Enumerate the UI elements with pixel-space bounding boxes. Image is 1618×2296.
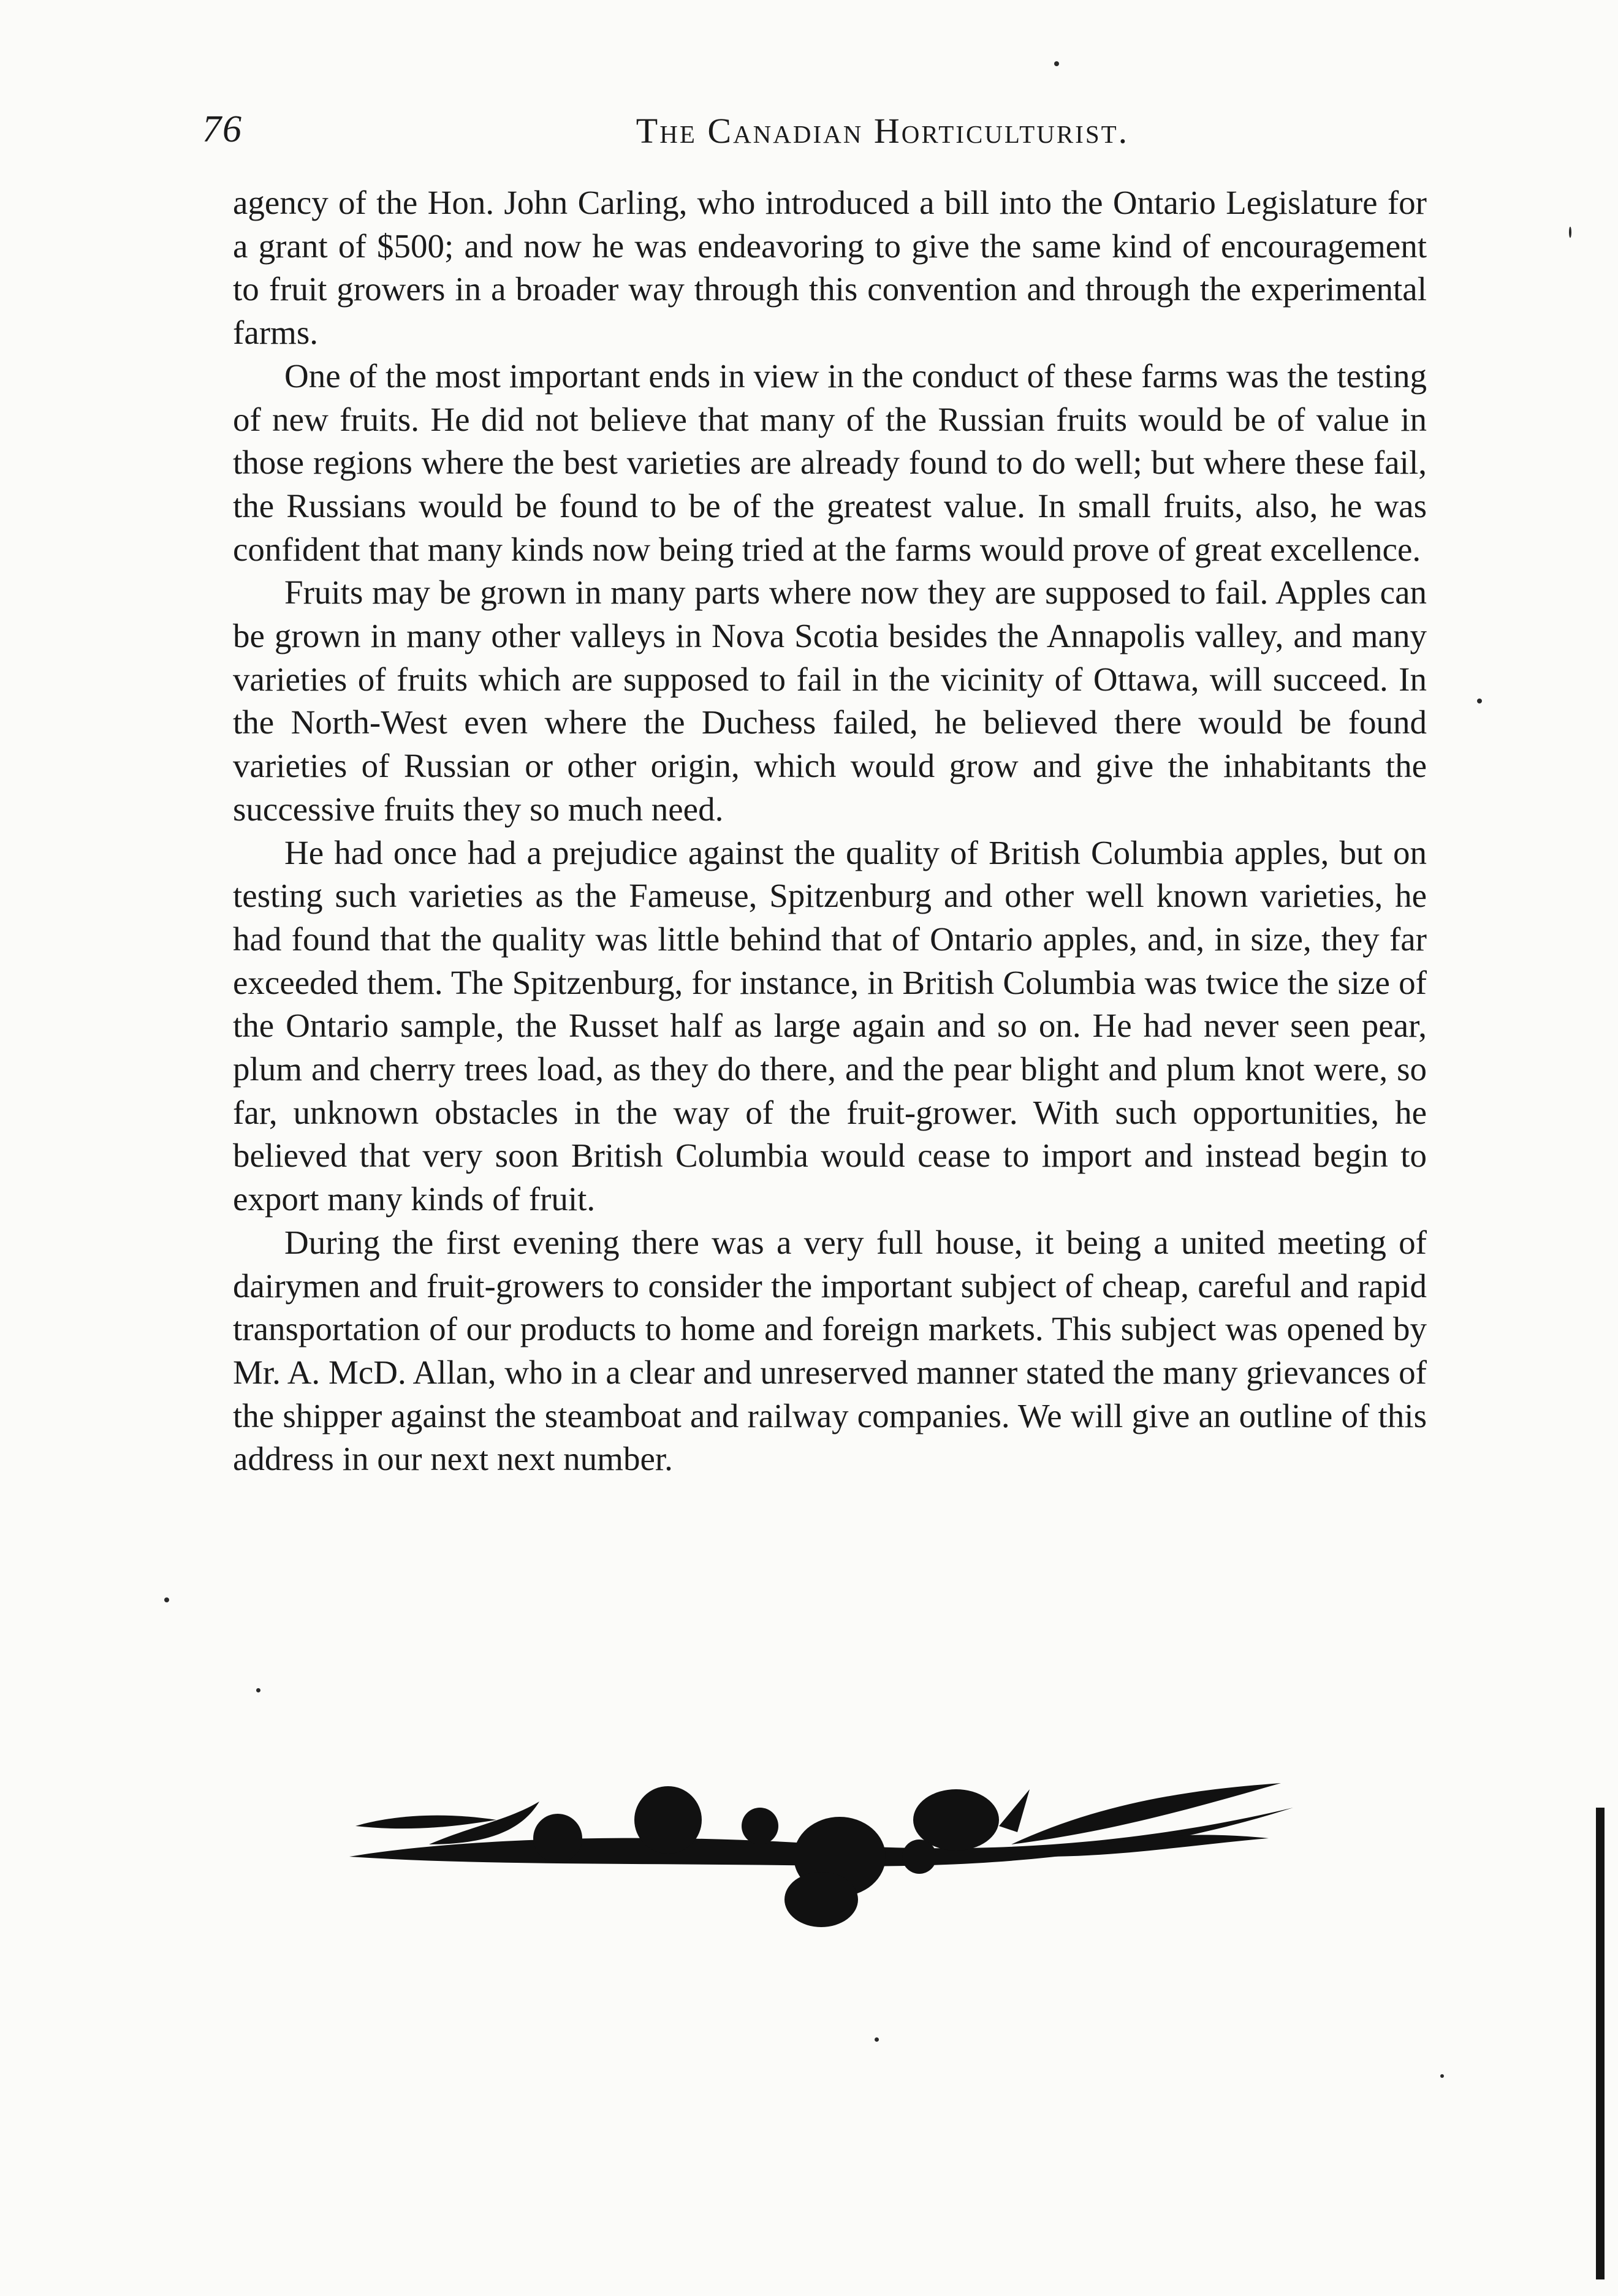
speck [1054, 61, 1059, 66]
speck [256, 1688, 260, 1692]
running-title: The Canadian Horticulturist. [636, 111, 1130, 151]
speck [1569, 227, 1571, 238]
article-body [233, 181, 1427, 1481]
paragraph-3: Fruits may be grown in many parts where now they are supposed to fail. Apples can be grown in many other valleys in Nova Scotia besides the Annapolis valley, and many varieties of fruits which are supposed to fail in the vicinity of Ottawa, will succeed. In the North-West even where the Duchess failed, he believed there would be found varieties of Russian or other origin, which would grow and give the inhabitants the successive fruits they so much need. [233, 574, 1427, 828]
speck [875, 2037, 879, 2042]
paragraph-2: One of the most important ends in view in the conduct of these farms was the testing of new fruits. He did not believe that many of the Russian fruits would be of value in those regions where the best varieties are already found to do well; but where these fail, the Russians would be found to be of the greatest value. In small fruits, also, he was confident that many kinds now being tried at the farms would prove of great excellence. [233, 357, 1427, 568]
paragraph-4: He had once had a prejudice against the quality of British Columbia apples, but on testing such varieties as the Fameuse, Spitzenburg and other well known varieties, he had found that the quality was little behind that of Ontario apples, and, in size, they far exceeded them. The Spitzenburg, for instance, in British Columbia was twice the size of the Ontario sample, the Russet half as large again and so on. He had never seen pear, plum and cherry trees load, as they do there, and the pear blight and plum knot were, so far, unknown obstacles in the way of the fruit-grower. With such opportunities, he believed that very soon British Columbia would cease to import and instead begin to export many kinds of fruit. [233, 833, 1427, 1218]
speck [1440, 2074, 1444, 2078]
scan-edge-shadow [1596, 1808, 1605, 2279]
speck [164, 1597, 169, 1602]
floral-ornament-icon [337, 1765, 1305, 1930]
paragraph-1: agency of the Hon. John Carling, who introduced a bill into the Ontario Legislature for a grant of $500; and now he was endeavoring to give the same kind of encouragement to fruit growers in a broader way through this convention and through the experimental farms. [233, 184, 1427, 352]
page-number: 76 [202, 108, 243, 150]
paragraph-5: During the first evening there was a very full house, it being a united meeting of dairymen and fruit-growers to consider the important subject of cheap, careful and rapid transportation of our products to home and foreign markets. This subject was opened by Mr. A. McD. Allan, who in a clear and unreserved manner stated the many grievances of the shipper against the steamboat and railway companies. We will give an outline of this address in our next next number. [233, 1223, 1427, 1478]
speck [1477, 699, 1482, 703]
